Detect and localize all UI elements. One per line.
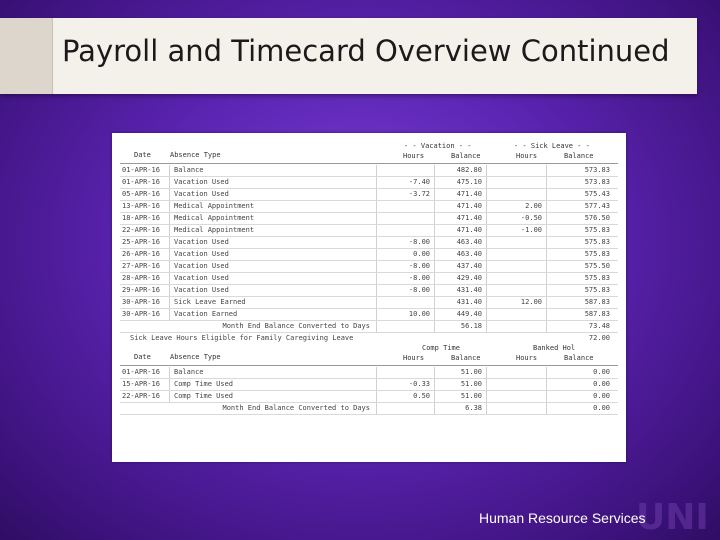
sick-balance-cell: 573.83 — [546, 165, 618, 176]
table-row — [120, 309, 618, 321]
vacation-balance-cell: 475.10 — [434, 177, 486, 188]
summary-spacer — [486, 321, 546, 332]
vacation-hours-cell: -8.00 — [376, 261, 434, 272]
vacation-balance-cell: 431.40 — [434, 297, 486, 308]
date-cell: 18-APR-16 — [120, 213, 170, 224]
comp-balance-header: Balance — [451, 354, 481, 362]
vacation-balance-cell: 431.40 — [434, 285, 486, 296]
vacation-balance-cell: 463.40 — [434, 249, 486, 260]
table-row — [120, 261, 618, 273]
absence-type-cell: Comp Time Used — [174, 380, 234, 388]
table-row — [120, 403, 618, 415]
sick-balance-cell: 575.50 — [546, 261, 618, 272]
banked-balance-cell: 0.00 — [546, 391, 618, 402]
date-column-header: Date — [134, 151, 151, 159]
table-row — [120, 225, 618, 237]
vacation-balance-header: Balance — [451, 152, 481, 160]
absence-type-cell: Vacation Used — [174, 178, 229, 186]
summary-sick-days: 73.48 — [546, 321, 618, 332]
vacation-balance-cell: 437.40 — [434, 261, 486, 272]
vacation-hours-cell: -7.40 — [376, 177, 434, 188]
date-cell: 13-APR-16 — [120, 201, 170, 212]
sick-hours-cell — [486, 309, 546, 320]
absence-type-cell: Vacation Used — [174, 190, 229, 198]
vacation-hours-cell: -3.72 — [376, 189, 434, 200]
date-cell: 27-APR-16 — [120, 261, 170, 272]
sick-balance-header: Balance — [564, 152, 594, 160]
vacation-balance-cell: 471.40 — [434, 213, 486, 224]
vacation-hours-cell: -8.00 — [376, 273, 434, 284]
vacation-hours-header: Hours — [403, 152, 425, 160]
table-row — [120, 367, 618, 379]
sick-hours-cell: -1.00 — [486, 225, 546, 236]
absence-type-cell: Balance — [174, 368, 204, 376]
sick-hours-cell — [486, 249, 546, 260]
caregiving-leave-label: Sick Leave Hours Eligible for Family Caregiving Leave — [130, 334, 354, 342]
date-cell: 26-APR-16 — [120, 249, 170, 260]
date-cell: 01-APR-16 — [120, 177, 170, 188]
date-cell: 28-APR-16 — [120, 273, 170, 284]
table-row — [120, 379, 618, 391]
table-row — [120, 297, 618, 309]
vacation-balance-cell: 449.40 — [434, 309, 486, 320]
slide-title: Payroll and Timecard Overview Continued — [62, 34, 670, 68]
comp-hours-cell: -0.33 — [376, 379, 434, 390]
title-bar — [0, 18, 697, 94]
vacation-hours-cell: 0.00 — [376, 249, 434, 260]
comp-balance-cell: 51.00 — [434, 367, 486, 378]
vacation-balance-cell: 463.40 — [434, 237, 486, 248]
vacation-hours-cell — [376, 297, 434, 308]
sick-balance-cell: 575.83 — [546, 237, 618, 248]
date-cell: 25-APR-16 — [120, 237, 170, 248]
caregiving-leave-value: 72.00 — [588, 334, 610, 342]
banked-hours-cell — [486, 379, 546, 390]
sick-hours-cell — [486, 189, 546, 200]
absence-type-column-header: Absence Type — [170, 151, 221, 159]
title-accent-block — [0, 18, 53, 94]
comp-balance-cell: 51.00 — [434, 391, 486, 402]
vacation-balance-cell: 429.40 — [434, 273, 486, 284]
table-row — [120, 391, 618, 403]
banked-balance-cell: 0.00 — [546, 379, 618, 390]
banked-summary-days: 0.00 — [546, 403, 618, 414]
comp-time-group-header: Comp Time — [422, 344, 460, 352]
sick-balance-cell: 587.83 — [546, 309, 618, 320]
table-row — [120, 165, 618, 177]
sick-hours-cell — [486, 165, 546, 176]
table-row — [120, 189, 618, 201]
summary-vacation-days: 56.18 — [434, 321, 486, 332]
leave-table — [120, 165, 618, 344]
date-cell: 29-APR-16 — [120, 285, 170, 296]
vacation-hours-cell: -8.00 — [376, 285, 434, 296]
date-cell: 05-APR-16 — [120, 189, 170, 200]
table-row — [120, 213, 618, 225]
sick-hours-header: Hours — [516, 152, 538, 160]
vacation-balance-cell: 471.40 — [434, 201, 486, 212]
vacation-group-header: - - Vacation - - — [404, 142, 472, 150]
banked-holiday-group-header: Banked Hol — [533, 344, 576, 352]
absence-type-cell: Vacation Used — [174, 286, 229, 294]
sick-hours-cell: 2.00 — [486, 201, 546, 212]
sick-hours-cell — [486, 237, 546, 248]
table-row — [120, 285, 618, 297]
comp-header-rule — [120, 365, 618, 366]
comp-hours-cell — [376, 367, 434, 378]
footer-text: Human Resource Services — [479, 510, 646, 526]
summary-spacer — [120, 321, 170, 332]
absence-type-cell: Vacation Used — [174, 262, 229, 270]
comp-date-column-header: Date — [134, 353, 151, 361]
sick-hours-cell: -0.50 — [486, 213, 546, 224]
date-cell: 22-APR-16 — [120, 225, 170, 236]
comp-summary-label: Month End Balance Converted to Days — [222, 404, 370, 412]
sick-hours-cell — [486, 177, 546, 188]
absence-type-cell: Vacation Earned — [174, 310, 238, 318]
date-cell: 15-APR-16 — [120, 379, 170, 390]
table-row — [120, 249, 618, 261]
banked-balance-header: Balance — [564, 354, 594, 362]
absence-type-cell: Sick Leave Earned — [174, 298, 246, 306]
banked-balance-cell: 0.00 — [546, 367, 618, 378]
sick-balance-cell: 575.83 — [546, 225, 618, 236]
vacation-hours-cell — [376, 201, 434, 212]
date-cell: 22-APR-16 — [120, 391, 170, 402]
sick-balance-cell: 575.83 — [546, 249, 618, 260]
timecard-report — [112, 133, 626, 462]
table-row — [120, 273, 618, 285]
comp-hours-cell: 0.50 — [376, 391, 434, 402]
summary-spacer — [120, 403, 170, 414]
sick-balance-cell: 575.83 — [546, 273, 618, 284]
date-cell: 30-APR-16 — [120, 309, 170, 320]
comp-hours-header: Hours — [403, 354, 425, 362]
absence-type-cell: Medical Appointment — [174, 226, 255, 234]
banked-hours-cell — [486, 391, 546, 402]
comp-balance-cell: 51.00 — [434, 379, 486, 390]
vacation-balance-cell: 471.40 — [434, 225, 486, 236]
table-row — [120, 237, 618, 249]
absence-type-cell: Vacation Used — [174, 274, 229, 282]
comp-absence-type-column-header: Absence Type — [170, 353, 221, 361]
sick-hours-cell — [486, 261, 546, 272]
date-cell: 30-APR-16 — [120, 297, 170, 308]
sick-hours-cell — [486, 285, 546, 296]
uni-logo: UNI — [636, 497, 709, 538]
absence-type-cell: Medical Appointment — [174, 214, 255, 222]
vacation-balance-cell: 482.80 — [434, 165, 486, 176]
absence-type-cell: Medical Appointment — [174, 202, 255, 210]
sick-balance-cell: 577.43 — [546, 201, 618, 212]
table-row — [120, 201, 618, 213]
summary-spacer — [376, 403, 434, 414]
sick-balance-cell: 576.50 — [546, 213, 618, 224]
comp-summary-days: 6.38 — [434, 403, 486, 414]
title-divider — [52, 18, 53, 94]
sick-balance-cell: 575.43 — [546, 189, 618, 200]
sick-balance-cell: 575.83 — [546, 285, 618, 296]
table-row — [120, 321, 618, 333]
comp-time-table — [120, 367, 618, 415]
sick-hours-cell — [486, 273, 546, 284]
absence-type-cell: Balance — [174, 166, 204, 174]
absence-type-cell: Comp Time Used — [174, 392, 234, 400]
absence-type-cell: Vacation Used — [174, 238, 229, 246]
vacation-hours-cell: 10.00 — [376, 309, 434, 320]
date-cell: 01-APR-16 — [120, 367, 170, 378]
banked-hours-cell — [486, 367, 546, 378]
sick-balance-cell: 573.83 — [546, 177, 618, 188]
vacation-hours-cell — [376, 165, 434, 176]
summary-label: Month End Balance Converted to Days — [222, 322, 370, 330]
absence-type-cell: Vacation Used — [174, 250, 229, 258]
header-rule — [120, 163, 618, 164]
sick-balance-cell: 587.83 — [546, 297, 618, 308]
table-row — [120, 333, 618, 344]
vacation-hours-cell — [376, 213, 434, 224]
summary-spacer — [486, 403, 546, 414]
vacation-balance-cell: 471.40 — [434, 189, 486, 200]
summary-spacer — [376, 321, 434, 332]
sick-hours-cell: 12.00 — [486, 297, 546, 308]
vacation-hours-cell: -8.00 — [376, 237, 434, 248]
date-cell: 01-APR-16 — [120, 165, 170, 176]
banked-hours-header: Hours — [516, 354, 538, 362]
sick-leave-group-header: - - Sick Leave - - — [514, 142, 590, 150]
vacation-hours-cell — [376, 225, 434, 236]
table-row — [120, 177, 618, 189]
